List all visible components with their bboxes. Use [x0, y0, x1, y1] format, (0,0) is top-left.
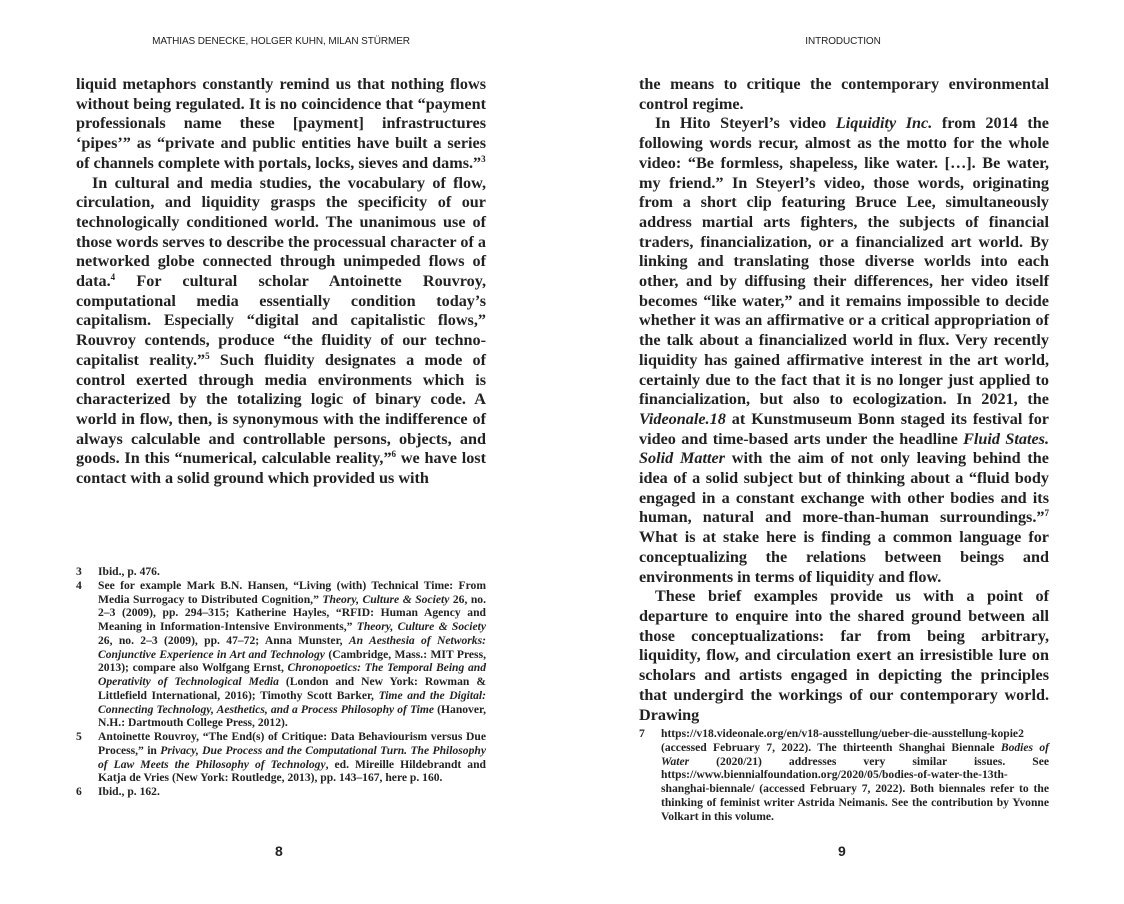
- italic-title: Videonale.18: [639, 409, 726, 428]
- paragraph: These brief examples provide us with a point of departure to enquire into the shared ground between all those conceptualizations: far from being arbitrary, liquidity, flow, and circulation exert an irresistible lure on scholars and artists engaged in depicting the principles that undergird the workings of our contemporary world. Drawing: [639, 587, 1049, 724]
- footnote-reference[interactable]: 4: [110, 272, 116, 283]
- paragraph: liquid metaphors constantly remind us that nothing flows without being regulated. It is no coincidence that “payment professionals name these [payment] infrastructures ‘pipes’” as “private and public entities have built a series of channels complete with portals, locks, sieves and dams.”$^3$: [76, 75, 486, 172]
- footnote-text: https://v18.videonale.org/en/v18-ausstellung/ueber-die-ausstellung-kopie2 (accessed February 7, 2022). The thirteenth Shanghai Biennale Bodies of Water (2020/21) addresses very similar issues. See https://www.biennialfoundation.org/2020/05/bodies-of-water-the-13th-shanghai-biennale/ (accessed February 7, 2022). Both biennales refer to the thinking of feminist writer Astrida Neimanis. See the contribution by Yvonne Volkart in this volume.: [661, 727, 1049, 823]
- footnote-reference[interactable]: 6: [391, 449, 397, 460]
- italic-title: An Aesthesia of Networks: Conjunctive Experience in Art and Technology: [98, 633, 486, 661]
- body-text: [76, 75, 486, 489]
- footnote-number: 3: [76, 565, 82, 578]
- footnote: [76, 565, 486, 579]
- footnotes: [76, 565, 486, 799]
- footnote-text: See for example Mark B.N. Hansen, “Living (with) Technical Time: From Media Surrogacy to Distributed Cognition,” Theory, Culture & Society 26, no. 2–3 (2009), pp. 294–315; Katherine Hayles, “RFID: Human Agency and Meaning in Information-Intensive Environments,” Theory, Culture & Society 26, no. 2–3 (2009), pp. 47–72; Anna Munster, An Aesthesia of Networks: Conjunctive Experience in Art and Technology (Cambridge, Mass.: MIT Press, 2013); compare also Wolfgang Ernst, Chronopoetics: The Temporal Being and Operativity of Technological Media (London and New York: Rowman & Littlefield International, 2016); Timothy Scott Barker, Time and the Digital: Connecting Technology, Aesthetics, and a Process Philosophy of Time (Hanover, N.H.: Dartmouth College Press, 2012).: [98, 578, 486, 730]
- italic-title: Chronopoetics: The Temporal Being and Operativity of Technological Media: [98, 661, 486, 688]
- footnote-text: Ibid., p. 162.: [98, 785, 160, 798]
- footnote-number: 7: [639, 727, 645, 740]
- footnote-reference[interactable]: 7: [1044, 508, 1049, 519]
- italic-title: Theory, Culture & Society: [356, 620, 486, 633]
- footnote: [76, 579, 486, 730]
- footnote: [76, 730, 486, 785]
- running-head-chapter: [562, 36, 1124, 47]
- italic-title: Time and the Digital: Connecting Technology, Aesthetics, and a Process Philosophy of Time: [98, 688, 486, 716]
- footnote-text: Ibid., p. 476.: [98, 565, 160, 578]
- italic-title: Privacy, Due Process and the Computational Turn. The Philosophy of Law Meets the Philosophy of Technology: [98, 743, 486, 771]
- body-text: [639, 75, 1049, 725]
- footnote-number: 5: [76, 730, 82, 743]
- footnote: [639, 727, 1049, 823]
- italic-title: Bodies of Water: [661, 740, 1049, 768]
- paragraph: In cultural and media studies, the vocabulary of flow, circulation, and liquidity grasps the specificity of our technologically conditioned world. The unanimous use of those words serves to describe the processual character of a networked globe connected through unimpeded flows of data.$^4$ For cultural scholar Antoinette Rouvroy, computational media essentially condition today’s capitalism. Especially “digital and capitalistic flows,” Rouvroy contends, produce “the fluidity of our techno-capitalist reality.”$^5$ Such fluidity designates a mode of control exerted through media environments which is characterized by the totalizing logic of binary code. A world in flow, then, is synonymous with the indifference of always calculable and controllable persons, objects, and goods. In this “numerical, calculable reality,”$^6$ we have lost contact with a solid ground which provided us with: [76, 173, 486, 488]
- italic-title: Liquidity Inc.: [835, 114, 933, 133]
- footnote-reference[interactable]: 5: [205, 350, 210, 361]
- running-head-text: INTRODUCTION: [805, 36, 881, 47]
- footnote-number: 4: [76, 578, 82, 592]
- footnote-text: Antoinette Rouvroy, “The End(s) of Critique: Data Behaviourism versus Due Process,” in Privacy, Due Process and the Computational Turn. The Philosophy of Law Meets the Philosophy of Technology, ed. Mireille Hildebrandt and Katja de Vries (New York: Routledge, 2013), pp. 143–167, here p. 160.: [98, 730, 486, 785]
- page-number: 9: [838, 843, 846, 859]
- footnote-number: 6: [76, 785, 82, 798]
- right-page: [562, 0, 1124, 904]
- running-head-text: MATHIAS DENECKE, HOLGER KUHN, MILAN STÜRMER: [152, 36, 410, 47]
- paragraph: In Hito Steyerl’s video Liquidity Inc. from 2014 the following words recur, almost as the motto for the whole video: “Be formless, shapeless, like water. […]. Be water, my friend.” In Steyerl’s video, those words, originating from a short clip featuring Bruce Lee, simultaneously address martial arts fighters, the subjects of financial traders, financialization, or a financialized art world. By linking and translating those diverse worlds into each other, and by diffusing their differences, her video itself becomes “like water,” and it remains impossible to decide whether it was an affirmative or a critical appropriation of the talk about a financialized world in flux. Very recently liquidity has gained affirmative interest in the art world, certainly due to the fact that it is no longer just applied to financialization, but also to ecologization. In 2021, the Videonale.18 at Kunstmuseum Bonn staged its festival for video and time-based arts under the headline Fluid States. Solid Matter with the aim of not only leaving behind the idea of a solid subject but of thinking about a “fluid body engaged in a constant exchange with other bodies and its human, natural and more-than-human surroundings.”$^7$ What is at stake here is finding a common language for conceptualizing the relations between beings and environments in terms of liquidity and flow.: [639, 114, 1049, 586]
- italic-title: Theory, Culture & Society: [322, 592, 450, 606]
- paragraph: the means to critique the contemporary environmental control regime.: [639, 75, 1049, 113]
- footnotes: [639, 727, 1049, 823]
- footnote: [76, 785, 486, 799]
- footnote-reference[interactable]: 3: [481, 153, 486, 164]
- page-number: 8: [275, 843, 283, 859]
- italic-title: Fluid States. Solid Matter: [639, 429, 1049, 468]
